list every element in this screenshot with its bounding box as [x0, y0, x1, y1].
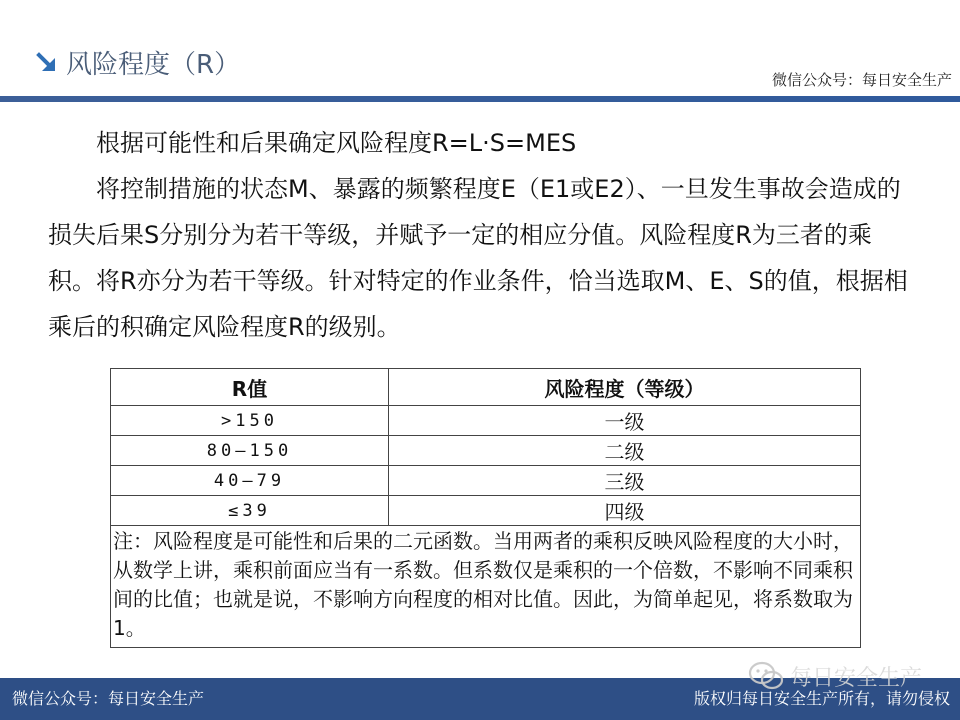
table-row	[111, 466, 861, 496]
table-row	[111, 496, 861, 526]
r-value-cell: 80—150	[111, 436, 389, 466]
arrow-down-right-icon	[36, 52, 58, 74]
description-paragraph: 将控制措施的状态M、暴露的频繁程度E（E1或E2）、一旦发生事故会造成的损失后果S分别分为若干等级，并赋予一定的相应分值。风险程度R为三者的乘积。将R亦分为若干等级。针对特定的作业条件，恰当选取M、E、S的值，根据相乘后的积确定风险程度R的级别。	[48, 175, 908, 341]
footer-copyright-label: 版权归每日安全生产所有，请勿侵权	[693, 689, 950, 708]
table-row	[111, 436, 861, 466]
body-text	[48, 120, 918, 350]
formula-line: 根据可能性和后果确定风险程度R=L·S=MES	[96, 129, 577, 157]
footer-source-label: 微信公众号：每日安全生产	[12, 689, 205, 708]
risk-level-cell: 一级	[389, 406, 861, 436]
risk-level-cell: 三级	[389, 466, 861, 496]
table-note-row	[111, 526, 861, 648]
watermark-text: 每日安全生产	[790, 665, 923, 691]
r-value-cell: >150	[111, 406, 389, 436]
table-header-row	[111, 369, 861, 406]
risk-level-cell: 四级	[389, 496, 861, 526]
column-header-risk-level: 风险程度（等级）	[389, 369, 861, 406]
r-value-cell: ≤39	[111, 496, 389, 526]
page-title	[36, 44, 240, 81]
r-value-cell: 40—79	[111, 466, 389, 496]
table-row	[111, 406, 861, 436]
risk-level-table	[110, 368, 861, 648]
risk-level-cell: 二级	[389, 436, 861, 466]
column-header-r-value: R值	[111, 369, 389, 406]
page-title-text: 风险程度（R）	[66, 50, 241, 80]
table-note: 注：风险程度是可能性和后果的二元函数。当用两者的乘积反映风险程度的大小时，从数学上讲，乘积前面应当有一系数。但系数仅是乘积的一个倍数，不影响不同乘积间的比值；也就是说，不影响方向程度的相对比值。因此，为简单起见，将系数取为1。	[111, 526, 861, 648]
header-divider	[0, 96, 960, 102]
header-source-label: 微信公众号：每日安全生产	[771, 71, 952, 89]
